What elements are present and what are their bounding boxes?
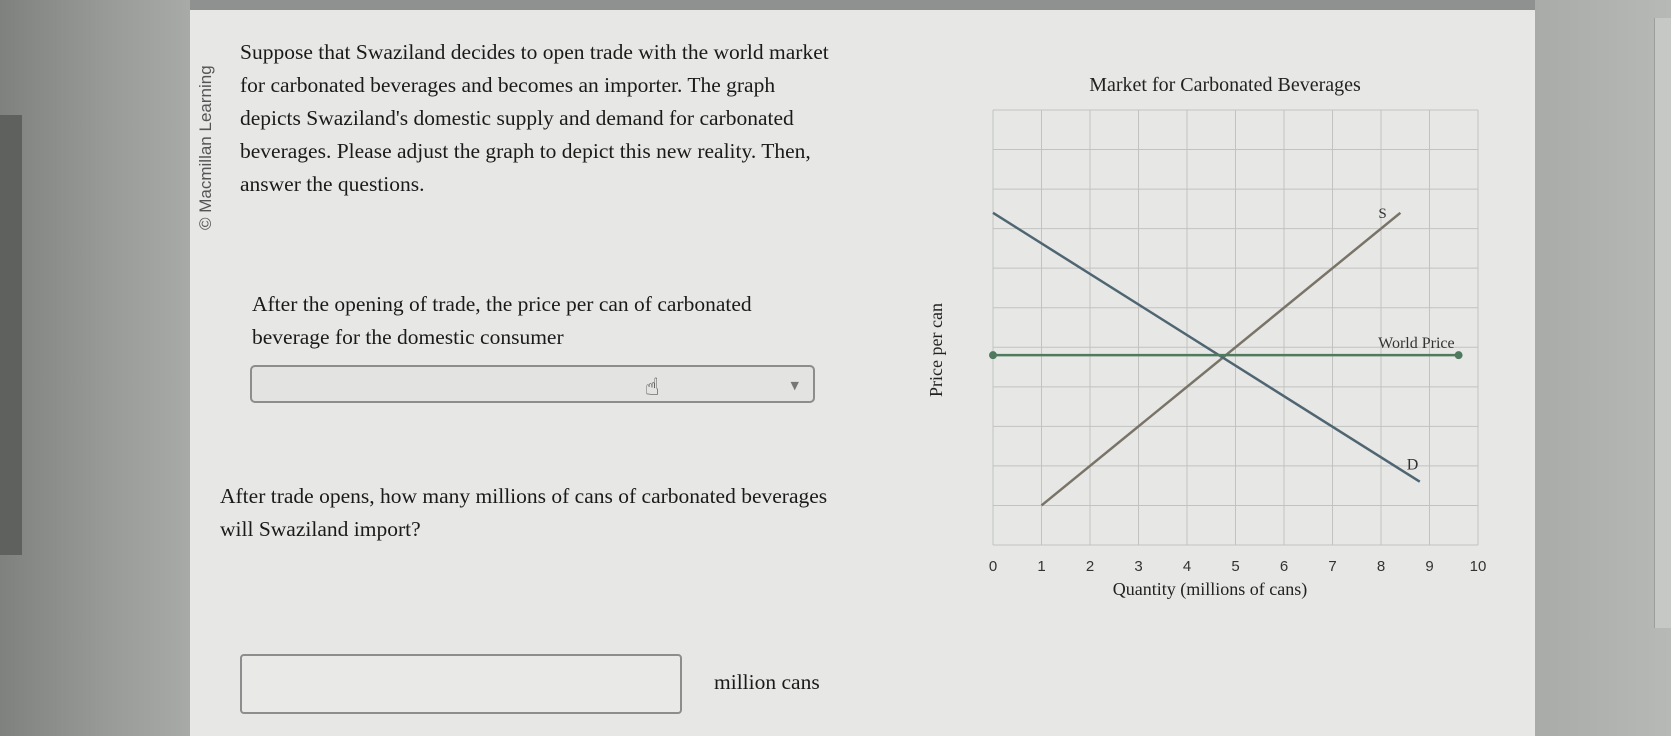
- scrollbar[interactable]: [1654, 18, 1671, 628]
- background-shadow: [0, 115, 22, 555]
- x-tick-label: 3: [1134, 558, 1143, 575]
- world-price-handle[interactable]: [989, 351, 997, 359]
- imports-answer-input[interactable]: [240, 654, 682, 714]
- answer-unit-label: million cans: [714, 670, 820, 694]
- world-price-handle[interactable]: [1455, 351, 1463, 359]
- question-2-text: After trade opens, how many millions of cans of carbonated beverages will Swaziland import?: [220, 484, 828, 541]
- x-tick-label: 7: [1328, 558, 1337, 575]
- hand-cursor-icon: ☝: [645, 373, 660, 401]
- background-left: [0, 0, 190, 736]
- supply-demand-chart[interactable]: [905, 60, 1515, 610]
- x-axis: [989, 558, 1487, 575]
- x-tick-label: 4: [1182, 558, 1192, 575]
- x-tick-label: 2: [1085, 558, 1095, 575]
- world-price-label: World Price: [1378, 335, 1455, 353]
- x-tick-label: 6: [1279, 558, 1289, 575]
- x-tick-label: 1: [1037, 558, 1046, 575]
- background-right: [1535, 0, 1671, 736]
- x-tick-label: 9: [1425, 558, 1434, 575]
- price-change-dropdown[interactable]: [250, 365, 815, 403]
- d-label: D: [1406, 456, 1419, 474]
- question-1-text: After the opening of trade, the price per can of carbonated beverage for the domestic consumer: [252, 292, 752, 349]
- question-prompt: Suppose that Swaziland decides to open trade with the world market for carbonated beverages and becomes an importer. The graph depicts Swaziland's domestic supply and demand for carbonated beverages. Please adjust the graph to depict this new reality. Then, answer the questions.: [240, 40, 829, 196]
- x-axis-label: Quantity (millions of cans): [1112, 579, 1308, 599]
- caret-down-icon: ▼: [790, 379, 799, 392]
- x-tick-label: 5: [1231, 558, 1240, 575]
- chart-title: Market for Carbonated Beverages: [1089, 74, 1361, 96]
- s-label: S: [1378, 205, 1387, 222]
- x-tick-label: 8: [1376, 558, 1386, 575]
- chart-lines: [989, 206, 1463, 506]
- x-tick-label: 0: [988, 558, 998, 575]
- x-tick-label: 10: [1469, 558, 1487, 575]
- chart-grid: [993, 110, 1478, 545]
- s-line[interactable]: [1042, 213, 1401, 506]
- y-axis-label: Price per can: [926, 303, 946, 397]
- copyright-credit: © Macmillan Learning: [196, 65, 215, 230]
